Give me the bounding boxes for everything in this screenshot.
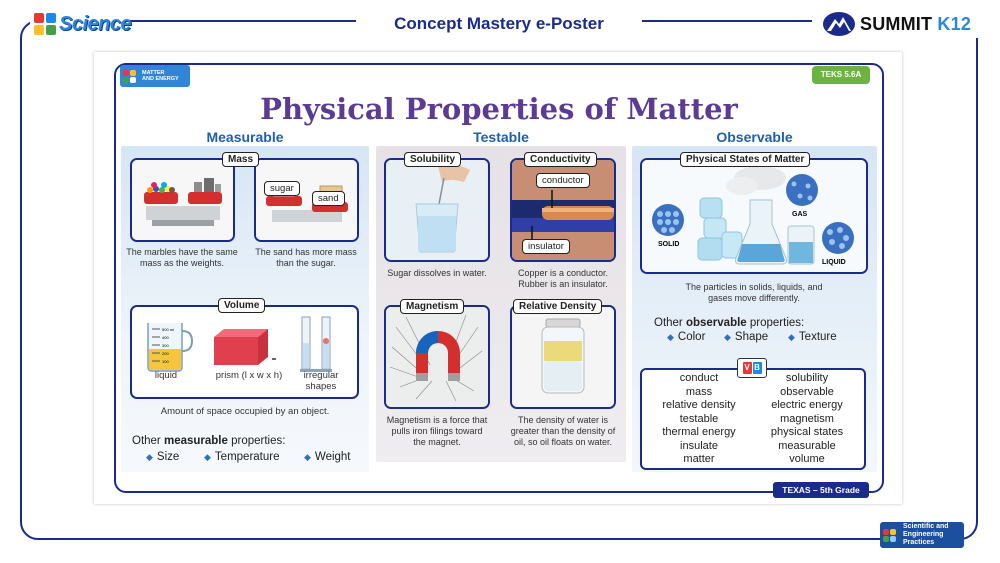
volume-item-prism: prism (l x w x h) xyxy=(215,370,283,381)
mass-label: Mass xyxy=(222,152,259,167)
conductivity-label: Conductivity xyxy=(524,152,597,167)
physical-states-caption: The particles in solids, liquids, and gases move differently. xyxy=(685,282,823,303)
relative-density-label: Relative Density xyxy=(513,299,602,314)
balance-scale-illustration xyxy=(132,160,233,240)
observable-prop-shape: ◆ Shape xyxy=(724,331,769,343)
mass-caption-sand: The sand has more mass than the sugar. xyxy=(255,247,357,268)
science-tiles-icon xyxy=(123,70,136,83)
science-engineering-practices-button[interactable]: Scientific and Engineering Practices xyxy=(880,522,964,548)
solubility-label: Solubility xyxy=(404,152,461,167)
magnetism-card xyxy=(384,305,490,409)
page-title: Concept Mastery e-Poster xyxy=(394,14,604,33)
science-logo[interactable] xyxy=(34,11,132,37)
measurable-prop-temperature: ◆ Temperature xyxy=(204,451,280,463)
sugar-tag: sugar xyxy=(264,181,300,196)
conductor-tag: conductor xyxy=(536,173,590,188)
summit-k12-logo[interactable] xyxy=(822,10,971,38)
cylinder-mark-500: 500 ml xyxy=(162,327,175,332)
science-tiles-icon xyxy=(883,529,896,542)
vocab-word: relative density xyxy=(662,399,736,411)
poster-title: Physical Properties of Matter xyxy=(260,92,738,126)
solubility-illustration xyxy=(386,160,488,260)
vocab-word: physical states xyxy=(770,426,844,438)
diamond-bullet-icon: ◆ xyxy=(788,332,795,342)
volume-item-liquid: liquid xyxy=(154,370,178,381)
diamond-bullet-icon: ◆ xyxy=(146,452,153,462)
vocabulary-column-left xyxy=(644,372,754,467)
mass-caption-marbles: The marbles have the same mass as the weights. xyxy=(126,247,238,268)
section-heading-testable: Testable xyxy=(473,129,529,145)
volume-caption: Amount of space occupied by an object. xyxy=(160,406,330,417)
vocab-word: measurable xyxy=(778,439,836,452)
observable-other-heading: Other observable properties: xyxy=(654,317,805,329)
solubility-card xyxy=(384,158,490,262)
cylinder-mark-400: 400 xyxy=(162,335,169,340)
teks-badge: TEKS 5.6A xyxy=(812,66,870,84)
science-tiles-icon xyxy=(34,13,56,35)
cylinder-mark-100: 100 xyxy=(162,359,169,364)
magnetism-label: Magnetism xyxy=(400,299,464,314)
volume-item-irregular: irregular shapes xyxy=(303,370,339,392)
relative-density-caption: The density of water is greater than the density of oil, so oil floats on water. xyxy=(510,415,616,447)
gas-tag: GAS xyxy=(792,211,808,218)
vocabulary-icon: V B xyxy=(737,358,767,378)
liquid-tag: LIQUID xyxy=(822,259,846,266)
cylinder-mark-200: 200 xyxy=(162,351,169,356)
section-heading-measurable: Measurable xyxy=(206,129,284,145)
physical-states-card xyxy=(640,158,868,274)
vocab-word: matter xyxy=(683,453,715,465)
horseshoe-magnet-illustration xyxy=(386,307,488,407)
measurable-prop-size: ◆ Size xyxy=(146,451,180,463)
science-logo-text: Science xyxy=(59,12,132,35)
vocab-word: volume xyxy=(789,453,825,465)
vocab-word: observable xyxy=(780,385,834,398)
magnetism-caption: Magnetism is a force that pulls iron filings toward the magnet. xyxy=(386,415,488,447)
vocab-word: conduct xyxy=(679,372,719,384)
solid-tag: SOLID xyxy=(658,241,680,248)
vocab-word: solubility xyxy=(785,372,829,384)
diamond-bullet-icon: ◆ xyxy=(724,332,731,342)
relative-density-card xyxy=(510,305,616,409)
mountain-icon xyxy=(822,11,856,37)
insulator-tag: insulator xyxy=(522,239,570,254)
physical-states-label: Physical States of Matter xyxy=(680,152,810,167)
conductivity-caption: Copper is a conductor. Rubber is an insulator. xyxy=(517,268,609,289)
observable-prop-texture: ◆ Texture xyxy=(788,331,837,343)
cylinder-mark-300: 300 xyxy=(162,343,169,348)
vocab-word: testable xyxy=(679,412,719,425)
volume-label: Volume xyxy=(218,298,265,313)
vocab-word: thermal energy xyxy=(662,426,736,438)
matter-energy-logo: MATTER AND ENERGY xyxy=(120,65,190,87)
observable-prop-color: ◆ Color xyxy=(667,331,706,343)
mass-balance-card xyxy=(130,158,235,242)
measurable-other-heading: Other measurable properties: xyxy=(132,435,286,447)
diamond-bullet-icon: ◆ xyxy=(667,332,674,342)
solubility-caption: Sugar dissolves in water. xyxy=(387,268,487,278)
measurable-prop-weight: ◆ Weight xyxy=(304,451,351,463)
section-heading-observable: Observable xyxy=(716,129,793,145)
vocabulary-column-right xyxy=(752,372,862,467)
summit-logo-text: SUMMIT K12 xyxy=(860,13,972,34)
diamond-bullet-icon: ◆ xyxy=(204,452,211,462)
texas-grade-badge: TEXAS – 5th Grade xyxy=(773,482,869,498)
sand-tag: sand xyxy=(312,191,345,206)
vocab-word: mass xyxy=(685,385,713,398)
vocab-word: electric energy xyxy=(771,399,843,411)
diamond-bullet-icon: ◆ xyxy=(304,452,311,462)
oil-water-jar-illustration xyxy=(512,307,614,407)
vocab-word: magnetism xyxy=(780,412,834,425)
states-of-matter-illustration xyxy=(642,160,866,272)
vocab-word: insulate xyxy=(680,439,718,452)
